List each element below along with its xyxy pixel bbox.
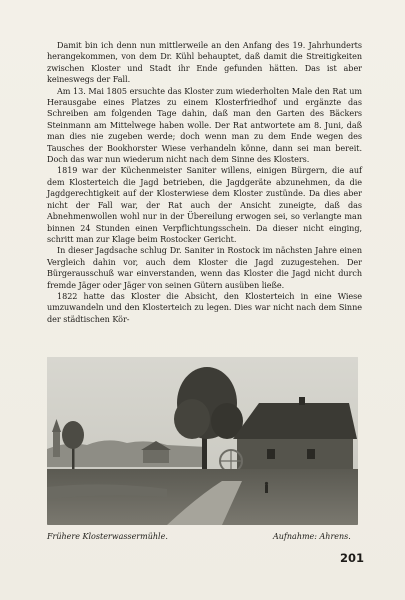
person-figure [265,485,268,493]
mill-window-1 [267,449,275,459]
house-left [143,449,169,463]
photo-credit: Aufnahme: Ahrens. [273,532,351,541]
watermill-illustration [47,357,358,525]
paragraph-4: In dieser Jagdsache schlug Dr. Saniter in Rostock im nächsten Jahre einen Vergleich dahin vor, auch dem Kloster die Jagd zuzugestehen. Der Bürgerausschuß war einverstanden, wenn das Kloster die Jagd nicht durch fremde Jäger oder Jäger von seinen Gütern ausüben ließe. [47,245,362,290]
page-number: 201 [340,551,365,565]
tower [53,431,60,457]
mill-chimney [299,397,305,405]
paragraph-5: 1822 hatte das Kloster die Absicht, den Klosterteich in eine Wiese umzuwandeln und den Klosterteich zu legen. Dies war nicht nach dem Sinne der städtischen Kör- [47,290,362,324]
paragraph-3: 1819 war der Küchenmeister Saniter willens, einigen Bürgern, die auf dem Klosterteich die Jagd betrieben, die Jagdgerätе abzunehmen, da die Jagdgerechtigkeit auf der Klosterwiese dem Kloster zustünde. Da dies aber nicht der Fall war, der Rat auch der Ansicht zuneigte, daß das Abnehmenwollen wohl nur in der Übereilung erwogen sei, so verlangte man binnen 24 Stunden einen Verpflichtungsschein. Da dieser nicht einging, schritt man zur Klage beim Rostocker Gericht. [47,165,362,244]
paragraph-1: Damit bin ich denn nun mittlerweile an den Anfang des 19. Jahrhunderts herangekommen, von dem Dr. Kühl behauptet, daß damit die Streitigkeiten zwischen Kloster und Stadt ihr Ende gefunden hätten. Das ist aber keineswegs der Fall. [47,40,362,85]
paragraph-2: Am 13. Mai 1805 ersuchte das Kloster zum wiederholten Male den Rat um Herausgabe eines Platzes zu einem Klosterfriedhof und ergänzte das Schreiben am folgenden Tage dahin, daß man den Garten des Bäckers Steinmann am Mittelwege haben wolle. Der Rat antwortete am 8. Juni, daß man dies nie zugeben werde; doch wenn man zu dem Ende wegen des Tausches der Bookhorster Wiese verhandeln könne, dann sei man bereit. Doch das war nun wiederum nicht nach dem Sinne des Klosters. [47,85,362,165]
person-head [265,482,268,485]
tree-crown-left [62,421,84,449]
mill-photograph [47,357,358,525]
body-text [47,40,362,325]
mill-window-2 [307,449,315,459]
figure-caption: Frühere Klosterwassermühle. [47,532,168,541]
big-tree-crown-left [174,399,210,439]
